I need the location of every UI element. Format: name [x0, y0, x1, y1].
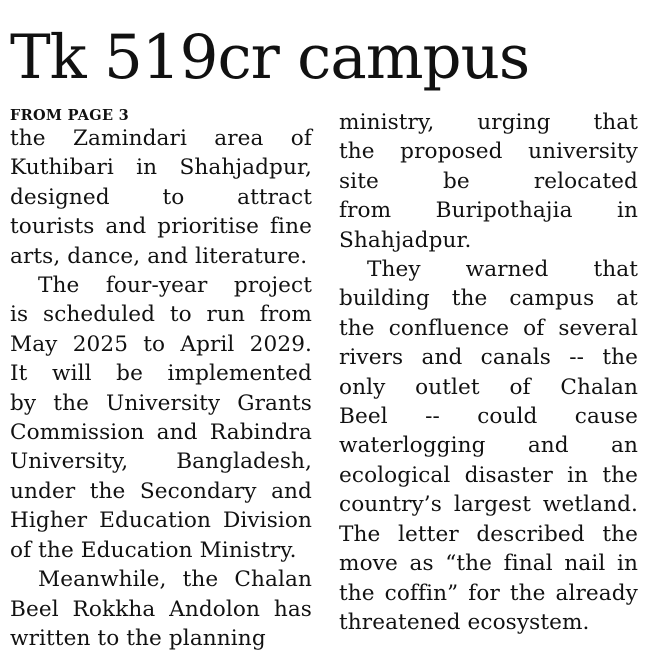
body-text-line: arts, dance, and literature.: [10, 243, 308, 269]
body-text-line: Beel Rokkha Andolon has: [10, 596, 312, 622]
body-text-line: the confluence of several: [339, 315, 638, 341]
body-text-line: only outlet of Chalan: [339, 374, 638, 400]
body-text-line: Kuthibari in Shahjadpur,: [10, 155, 312, 181]
body-text-line: the Zamindari area of: [10, 126, 312, 151]
body-text-line: move as “the final nail in: [339, 551, 638, 577]
right-column-body: [339, 108, 638, 637]
continuation-kicker: FROM PAGE 3: [10, 107, 130, 124]
body-text-line: Shahjadpur.: [339, 227, 472, 253]
body-text-line: The letter described the: [339, 521, 638, 547]
body-text-line: building the campus at: [339, 286, 638, 312]
body-text-line: Beel -- could cause: [339, 404, 638, 430]
body-text-line: ministry, urging that: [339, 110, 638, 135]
body-text-line: site be relocated: [339, 168, 638, 194]
body-text-line: waterlogging and an: [339, 433, 638, 459]
body-text-line: of the Education Ministry.: [10, 537, 297, 563]
body-paragraph: [10, 565, 312, 653]
body-text-line: Higher Education Division: [10, 508, 312, 534]
body-text-line: written to the planning: [10, 625, 266, 651]
body-text-line: country’s largest wetland.: [339, 492, 638, 518]
body-text-line: by the University Grants: [10, 390, 312, 416]
body-text-line: tourists and prioritise fine: [10, 214, 312, 240]
body-text-line: ecological disaster in the: [339, 462, 638, 488]
body-text-line: Commission and Rabindra: [10, 420, 312, 446]
body-text-line: from Buripothajia in: [339, 198, 638, 224]
body-paragraph: [339, 108, 638, 255]
left-column: [10, 108, 312, 653]
headline: Tk 519cr campus: [10, 22, 530, 93]
body-paragraph: [10, 271, 312, 565]
body-text-line: Meanwhile, the Chalan: [38, 567, 312, 593]
body-text-line: They warned that: [367, 257, 638, 283]
body-text-line: University, Bangladesh,: [10, 449, 312, 475]
body-paragraph: [10, 124, 312, 271]
body-text-line: designed to attract: [10, 184, 312, 210]
body-text-line: the proposed university: [339, 139, 638, 165]
body-text-line: The four-year project: [38, 273, 312, 299]
body-text-line: rivers and canals -- the: [339, 345, 638, 371]
left-column-body: [10, 124, 312, 653]
body-text-line: It will be implemented: [10, 361, 312, 387]
body-text-line: threatened ecosystem.: [339, 609, 590, 635]
body-text-line: the coffin” for the already: [339, 580, 638, 606]
body-text-line: May 2025 to April 2029.: [10, 331, 312, 357]
right-column: [339, 108, 638, 637]
body-text-line: is scheduled to run from: [10, 302, 312, 328]
body-text-line: under the Secondary and: [10, 478, 312, 504]
body-paragraph: [339, 255, 638, 637]
